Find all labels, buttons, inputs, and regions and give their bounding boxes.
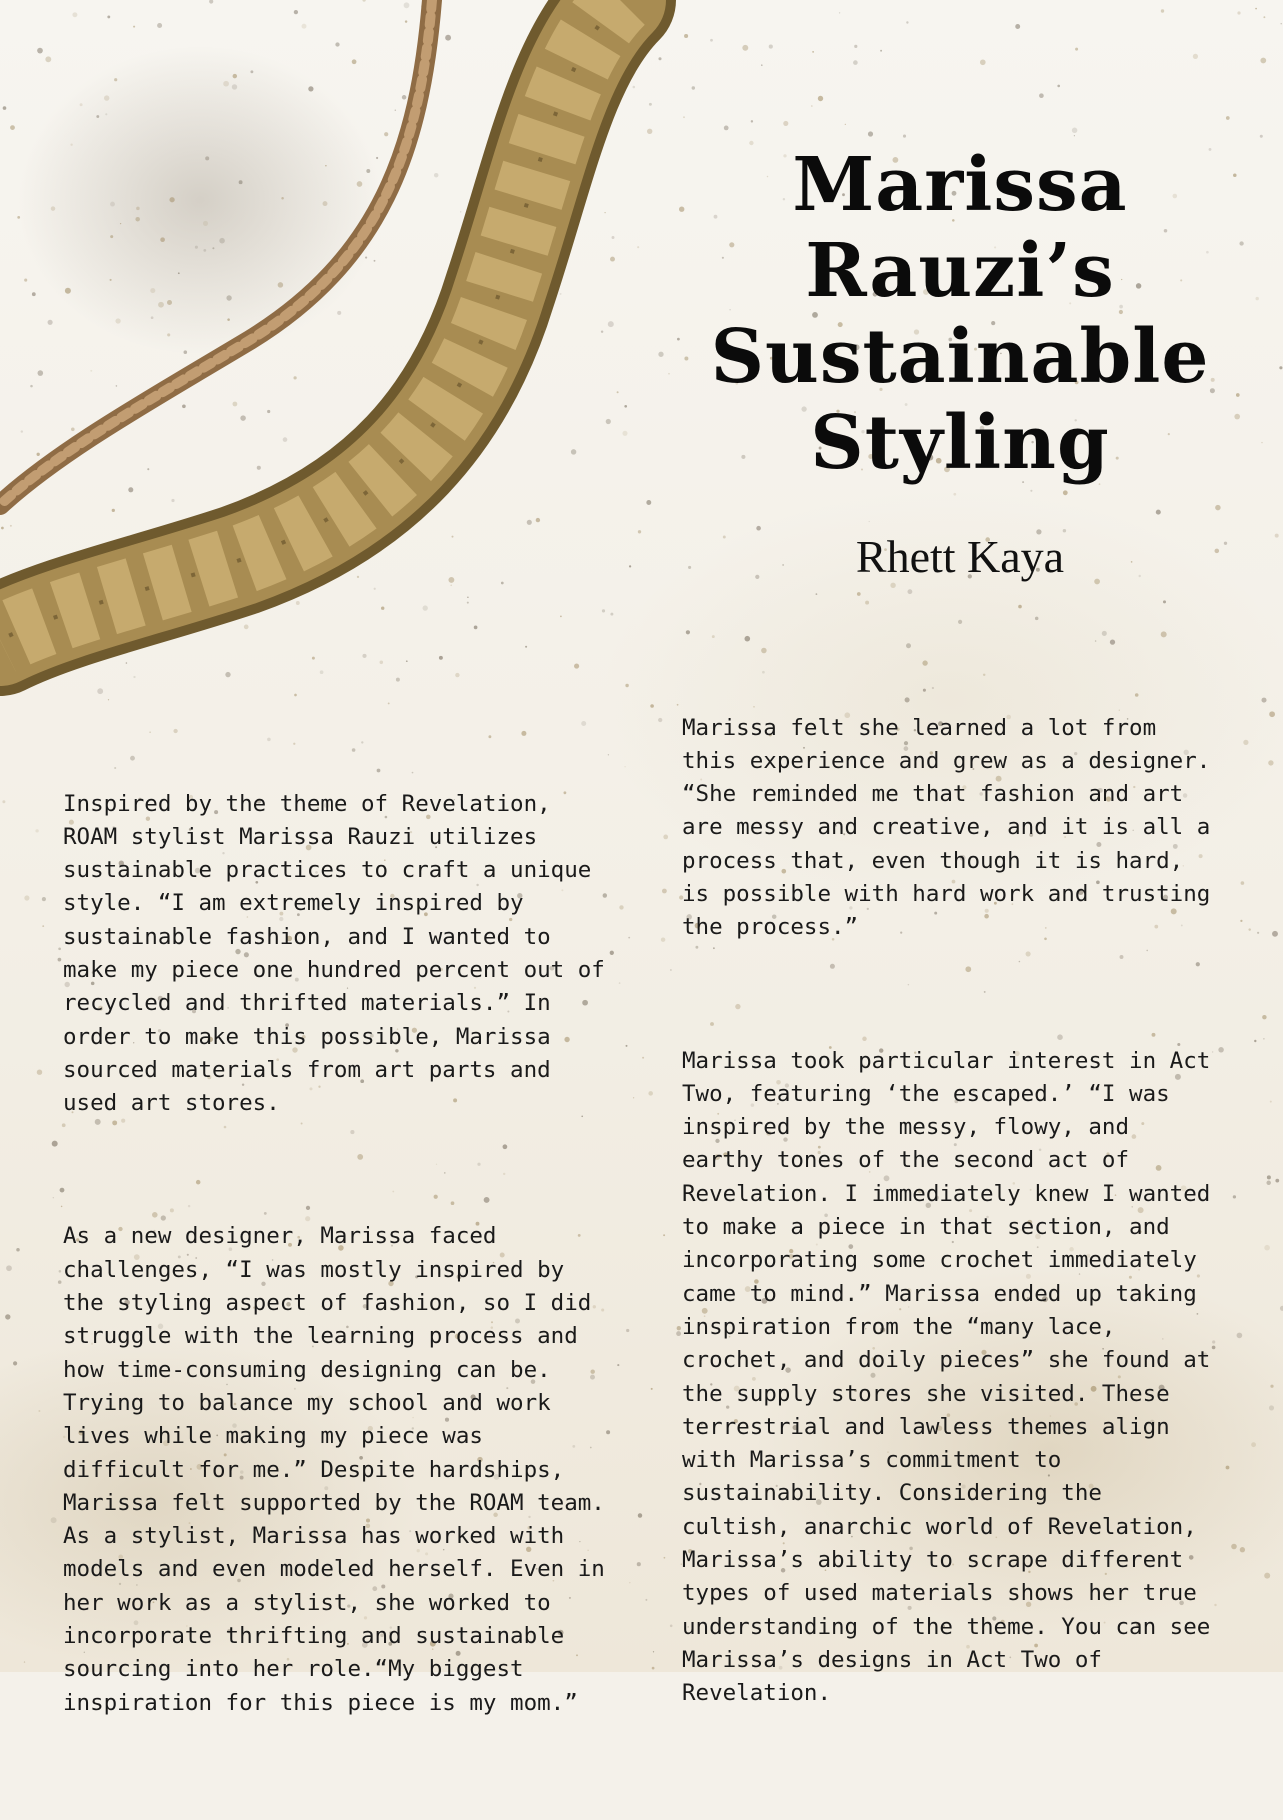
left-column <box>63 721 633 1820</box>
body-paragraph: As a new designer, Marissa faced challenges, “I was mostly inspired by the styling aspect of fashion, so I did struggle with the learning process and how time-consuming designing can be. Trying to balance my school and work lives while making my piece was difficult for me.” Despite hardships, Marissa felt supported by the ROAM team. As a stylist, Marissa has worked with models and even modeled herself. Even in her work as a stylist, she worked to incorporate thrifting and sustainable sourcing into her role.“My biggest inspiration for this piece is my mom.” <box>63 1223 605 1716</box>
article-title <box>650 142 1270 486</box>
title-line: Sustainable <box>710 314 1210 400</box>
body-paragraph: Inspired by the theme of Revelation, ROAM stylist Marissa Rauzi utilizes sustainable practices to craft a unique style. “I am extremely inspired by sustainable fashion, and I wanted to make my piece one hundred percent out of recycled and thrifted materials.” In order to make this possible, Marissa sourced materials from art parts and used art stores. <box>63 790 605 1117</box>
right-column <box>682 645 1262 1810</box>
body-paragraph: Marissa felt she learned a lot from this experience and grew as a designer. “She reminded me that fashion and art are messy and creative, and it is all a process that, even though it is hard, is possible with hard work and trusting the process.” <box>682 714 1211 941</box>
author-byline: Rhett Kaya <box>855 531 1065 582</box>
title-line: Marissa <box>792 142 1128 228</box>
title-line: Rauzi’s <box>805 228 1115 314</box>
rope-illustration <box>0 0 680 680</box>
title-line: Styling <box>810 400 1110 486</box>
body-paragraph: Marissa took particular interest in Act Two, featuring ‘the escaped.’ “I was inspired by the messy, flowy, and earthy tones of the second act of Revelation. I immediately knew I wanted to make a piece in that section, and incorporating some crochet immediately came to mind.” Marissa ended up taking inspiration from the “many lace, crochet, and doily pieces” she found at the supply stores she visited. These terrestrial and lawless themes align with Marissa’s commitment to sustainability. Considering the cultish, anarchic world of Revelation, Marissa’s ability to scrape different types of used materials shows her true understanding of the theme. You can see Marissa’s designs in Act Two of Revelation. <box>682 1047 1211 1707</box>
